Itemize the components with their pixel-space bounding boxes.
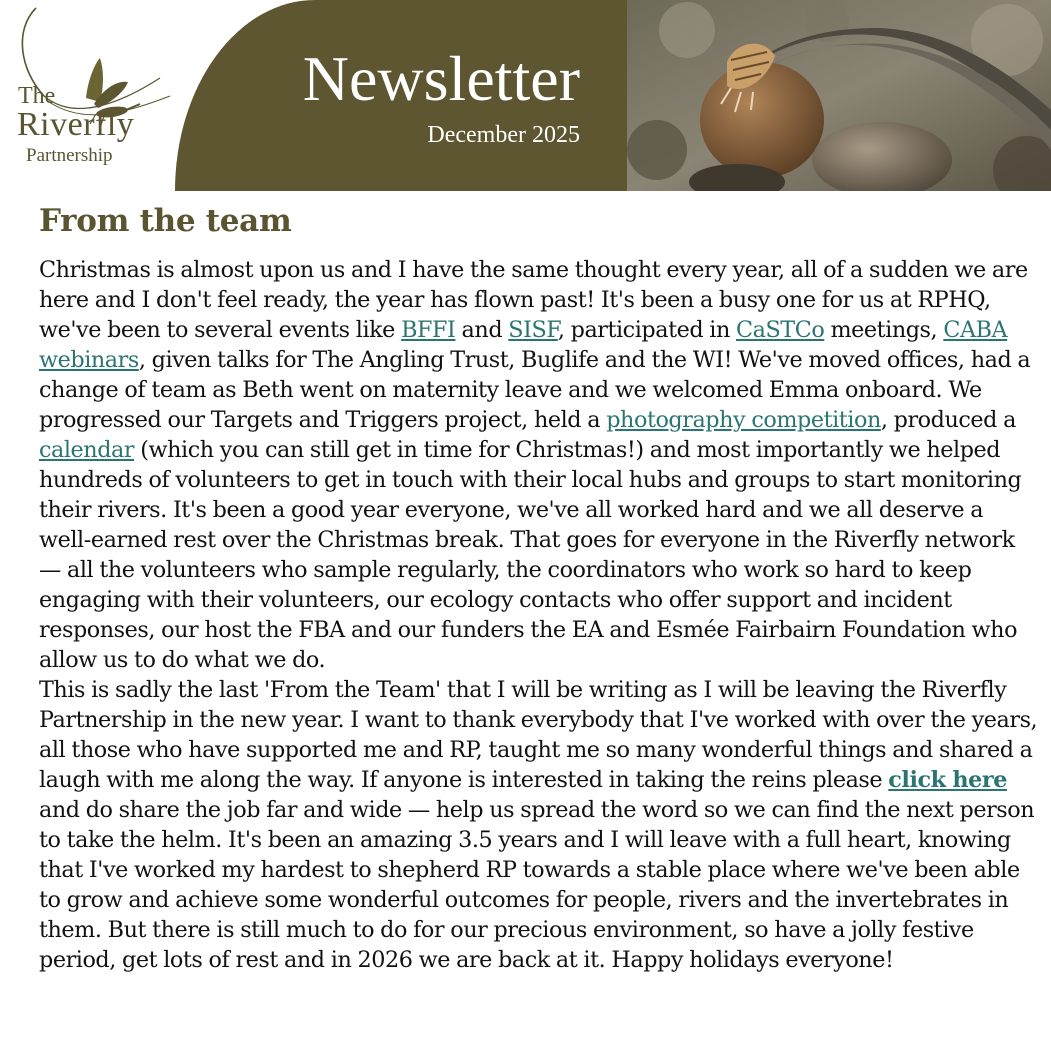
caddisfly-larva-photo <box>627 0 1051 191</box>
logo-text-riverfly: Riverfly <box>17 106 135 143</box>
title-banner <box>175 0 635 191</box>
link-click-here[interactable]: click here <box>888 767 1007 793</box>
link-castco[interactable]: CaSTCo <box>736 317 825 343</box>
text: Christmas is almost upon us and I have the same thought every year, all of a sudden we are here and I don't feel ready, the year has flown past! It's been a busy one for us at RPHQ, we've been to several events like <box>39 257 1028 343</box>
link-calendar[interactable]: calendar <box>39 437 135 463</box>
newsletter-header <box>0 0 1051 191</box>
text: and <box>455 317 509 343</box>
paragraph-2 <box>39 675 1039 975</box>
text: (which you can still get in time for Christmas!) and most importantly we helped hundreds of volunteers to get in touch with their local hubs and groups to start monitoring their rivers. It's been a good year everyone, we've all worked hard and we all deserve a well-earned rest over the Christmas break. That goes for everyone in the Riverfly network — all the volunteers who sample regularly, the coordinators who work so hard to keep engaging with their volunteers, our ecology contacts who offer support and incident responses, our host the FBA and our funders the EA and Esmée Fairbairn Foundation who allow us to do what we do. <box>39 437 1022 673</box>
newsletter-title: Newsletter <box>302 43 580 114</box>
article <box>39 199 1039 975</box>
section-heading: From the team <box>39 203 292 239</box>
logo-text-partnership: Partnership <box>26 145 113 166</box>
link-sisf[interactable]: SISF <box>508 317 558 343</box>
riverfly-logo[interactable] <box>0 0 180 191</box>
logo-text-the: The <box>18 83 56 109</box>
text: and do share the job far and wide — help us spread the word so we can find the next person to take the helm. It's been an amazing 3.5 years and I will leave with a full heart, knowing that I've worked my hardest to shepherd RP towards a stable place where we've been able to grow and achieve some wonderful outcomes for people, rivers and the invertebrates in them. But there is still much to do for our precious environment, so have a jolly festive period, get lots of rest and in 2026 we are back at it. Happy holidays everyone! <box>39 797 1035 973</box>
paragraph-1 <box>39 255 1039 675</box>
text: meetings, <box>824 317 944 343</box>
text: , produced a <box>880 407 1016 433</box>
issue-date: December 2025 <box>427 122 580 148</box>
link-caba-webinars[interactable]: CABA webinars <box>39 317 1008 373</box>
text: This is sadly the last 'From the Team' that I will be writing as I will be leaving the Riverfly Partnership in the new year. I want to thank everybody that I've worked with over the years, all those who have supported me and RP, taught me so many wonderful things and shared a laugh with me along the way. If anyone is interested in taking the reins please <box>39 677 1038 793</box>
header-photo-icon <box>627 0 1051 191</box>
text: , participated in <box>557 317 737 343</box>
link-bffi[interactable]: BFFI <box>401 317 456 343</box>
link-photography-competition[interactable]: photography competition <box>606 407 881 433</box>
text: , given talks for The Angling Trust, Buglife and the WI! We've moved offices, had a change of team as Beth went on maternity leave and we welcomed Emma onboard. We progressed our Targets and Triggers project, held a <box>39 347 1031 433</box>
